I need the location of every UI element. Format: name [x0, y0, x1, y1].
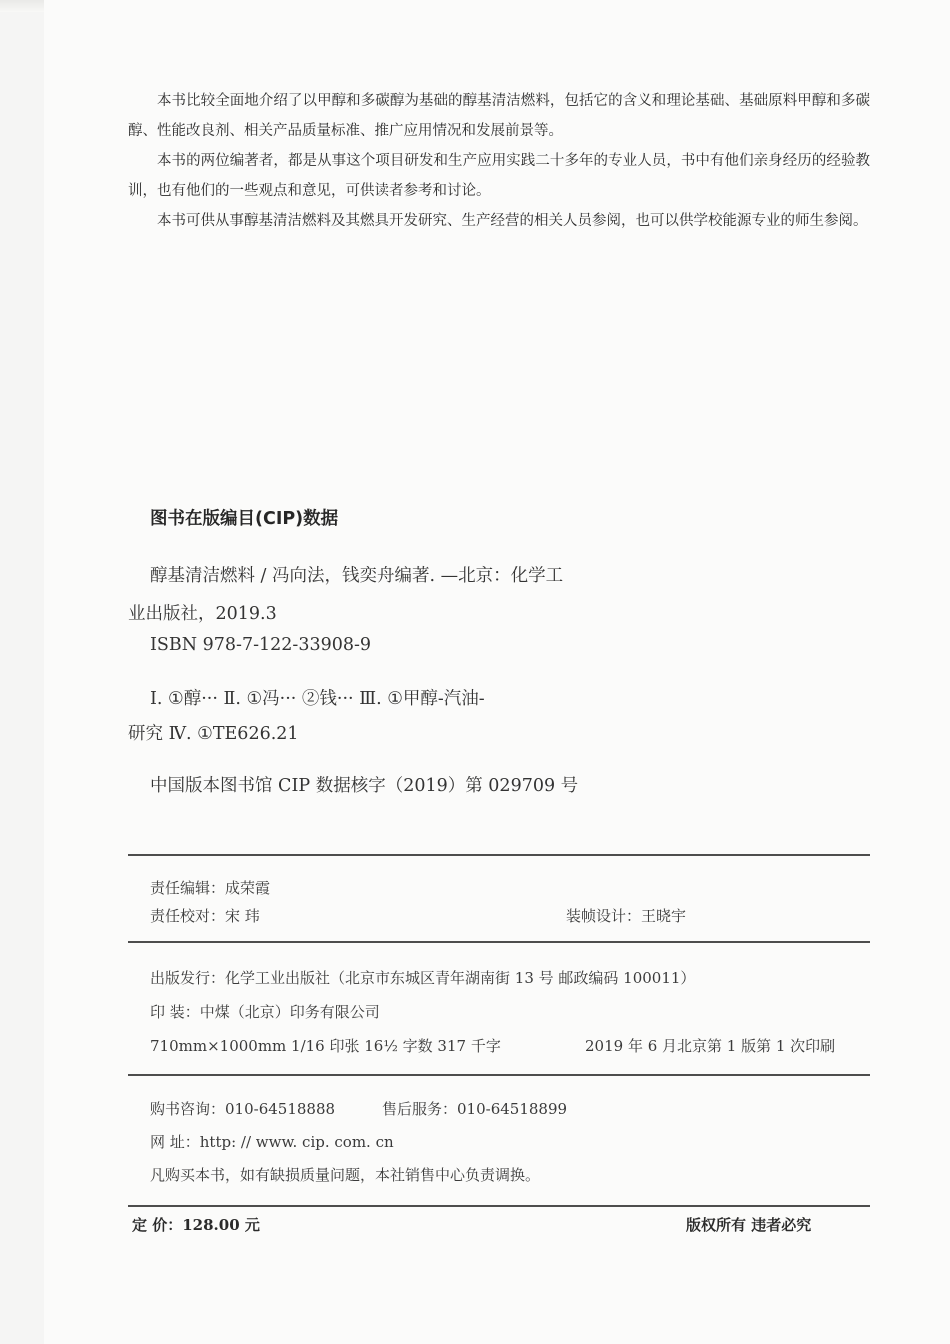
format-info: 710mm×1000mm 1/16 印张 16½ 字数 317 千字 [150, 1037, 501, 1055]
book-introduction [128, 86, 870, 236]
intro-paragraph-3: 本书可供从事醇基清洁燃料及其燃具开发研究、生产经营的相关人员参阅，也可以供学校能源专业的师生参阅。 [157, 213, 868, 229]
divider-4 [128, 1205, 870, 1207]
cip-classification-line-1: Ⅰ. ①醇··· Ⅱ. ①冯··· ②钱··· Ⅲ. ①甲醇-汽油- [150, 689, 485, 709]
cip-bibliographic-line-2: 业出版社，2019.3 [128, 604, 277, 624]
quality-notice: 凡购买本书，如有缺损质量问题，本社销售中心负责调换。 [150, 1166, 541, 1184]
publisher-info: 出版发行：化学工业出版社（北京市东城区青年湖南街 13 号 邮政编码 100011） [150, 969, 696, 987]
purchase-phone: 购书咨询：010-64518888 [150, 1100, 336, 1118]
cip-isbn: ISBN 978-7-122-33908-9 [150, 635, 372, 655]
after-sales-phone: 售后服务：010-64518899 [382, 1100, 568, 1118]
copyright-notice: 版权所有 违者必究 [686, 1216, 812, 1234]
intro-paragraph-2: 本书的两位编著者，都是从事这个项目研发和生产应用实践二十多年的专业人员，书中有他们亲身经历的经验教训，也有他们的一些观点和意见，可供读者参考和讨论。 [128, 153, 870, 199]
divider-1 [128, 854, 870, 856]
divider-2 [128, 941, 870, 943]
price: 定 价：128.00 元 [132, 1216, 260, 1234]
divider-3 [128, 1074, 870, 1076]
responsible-editor: 责任编辑：成荣霞 [150, 879, 271, 897]
cover-designer: 装帧设计：王晓宇 [566, 907, 687, 925]
intro-paragraph-1: 本书比较全面地介绍了以甲醇和多碳醇为基础的醇基清洁燃料，包括它的含义和理论基础、基础原料甲醇和多碳醇、性能改良剂、相关产品质量标准、推广应用情况和发展前景等。 [128, 93, 870, 139]
website: 网 址：http: // www. cip. com. cn [150, 1133, 394, 1151]
cip-classification-line-2: 研究 Ⅳ. ①TE626.21 [128, 724, 299, 744]
cip-title: 图书在版编目(CIP)数据 [150, 509, 339, 529]
responsible-proofreader: 责任校对：宋 玮 [150, 907, 260, 925]
cip-bibliographic-line-1: 醇基清洁燃料 / 冯向法，钱奕舟编著. —北京：化学工 [150, 566, 564, 586]
cip-record-number: 中国版本图书馆 CIP 数据核字（2019）第 029709 号 [150, 776, 579, 796]
printer-info: 印 装：中煤（北京）印务有限公司 [150, 1003, 380, 1021]
edition-info: 2019 年 6 月北京第 1 版第 1 次印刷 [585, 1037, 836, 1055]
